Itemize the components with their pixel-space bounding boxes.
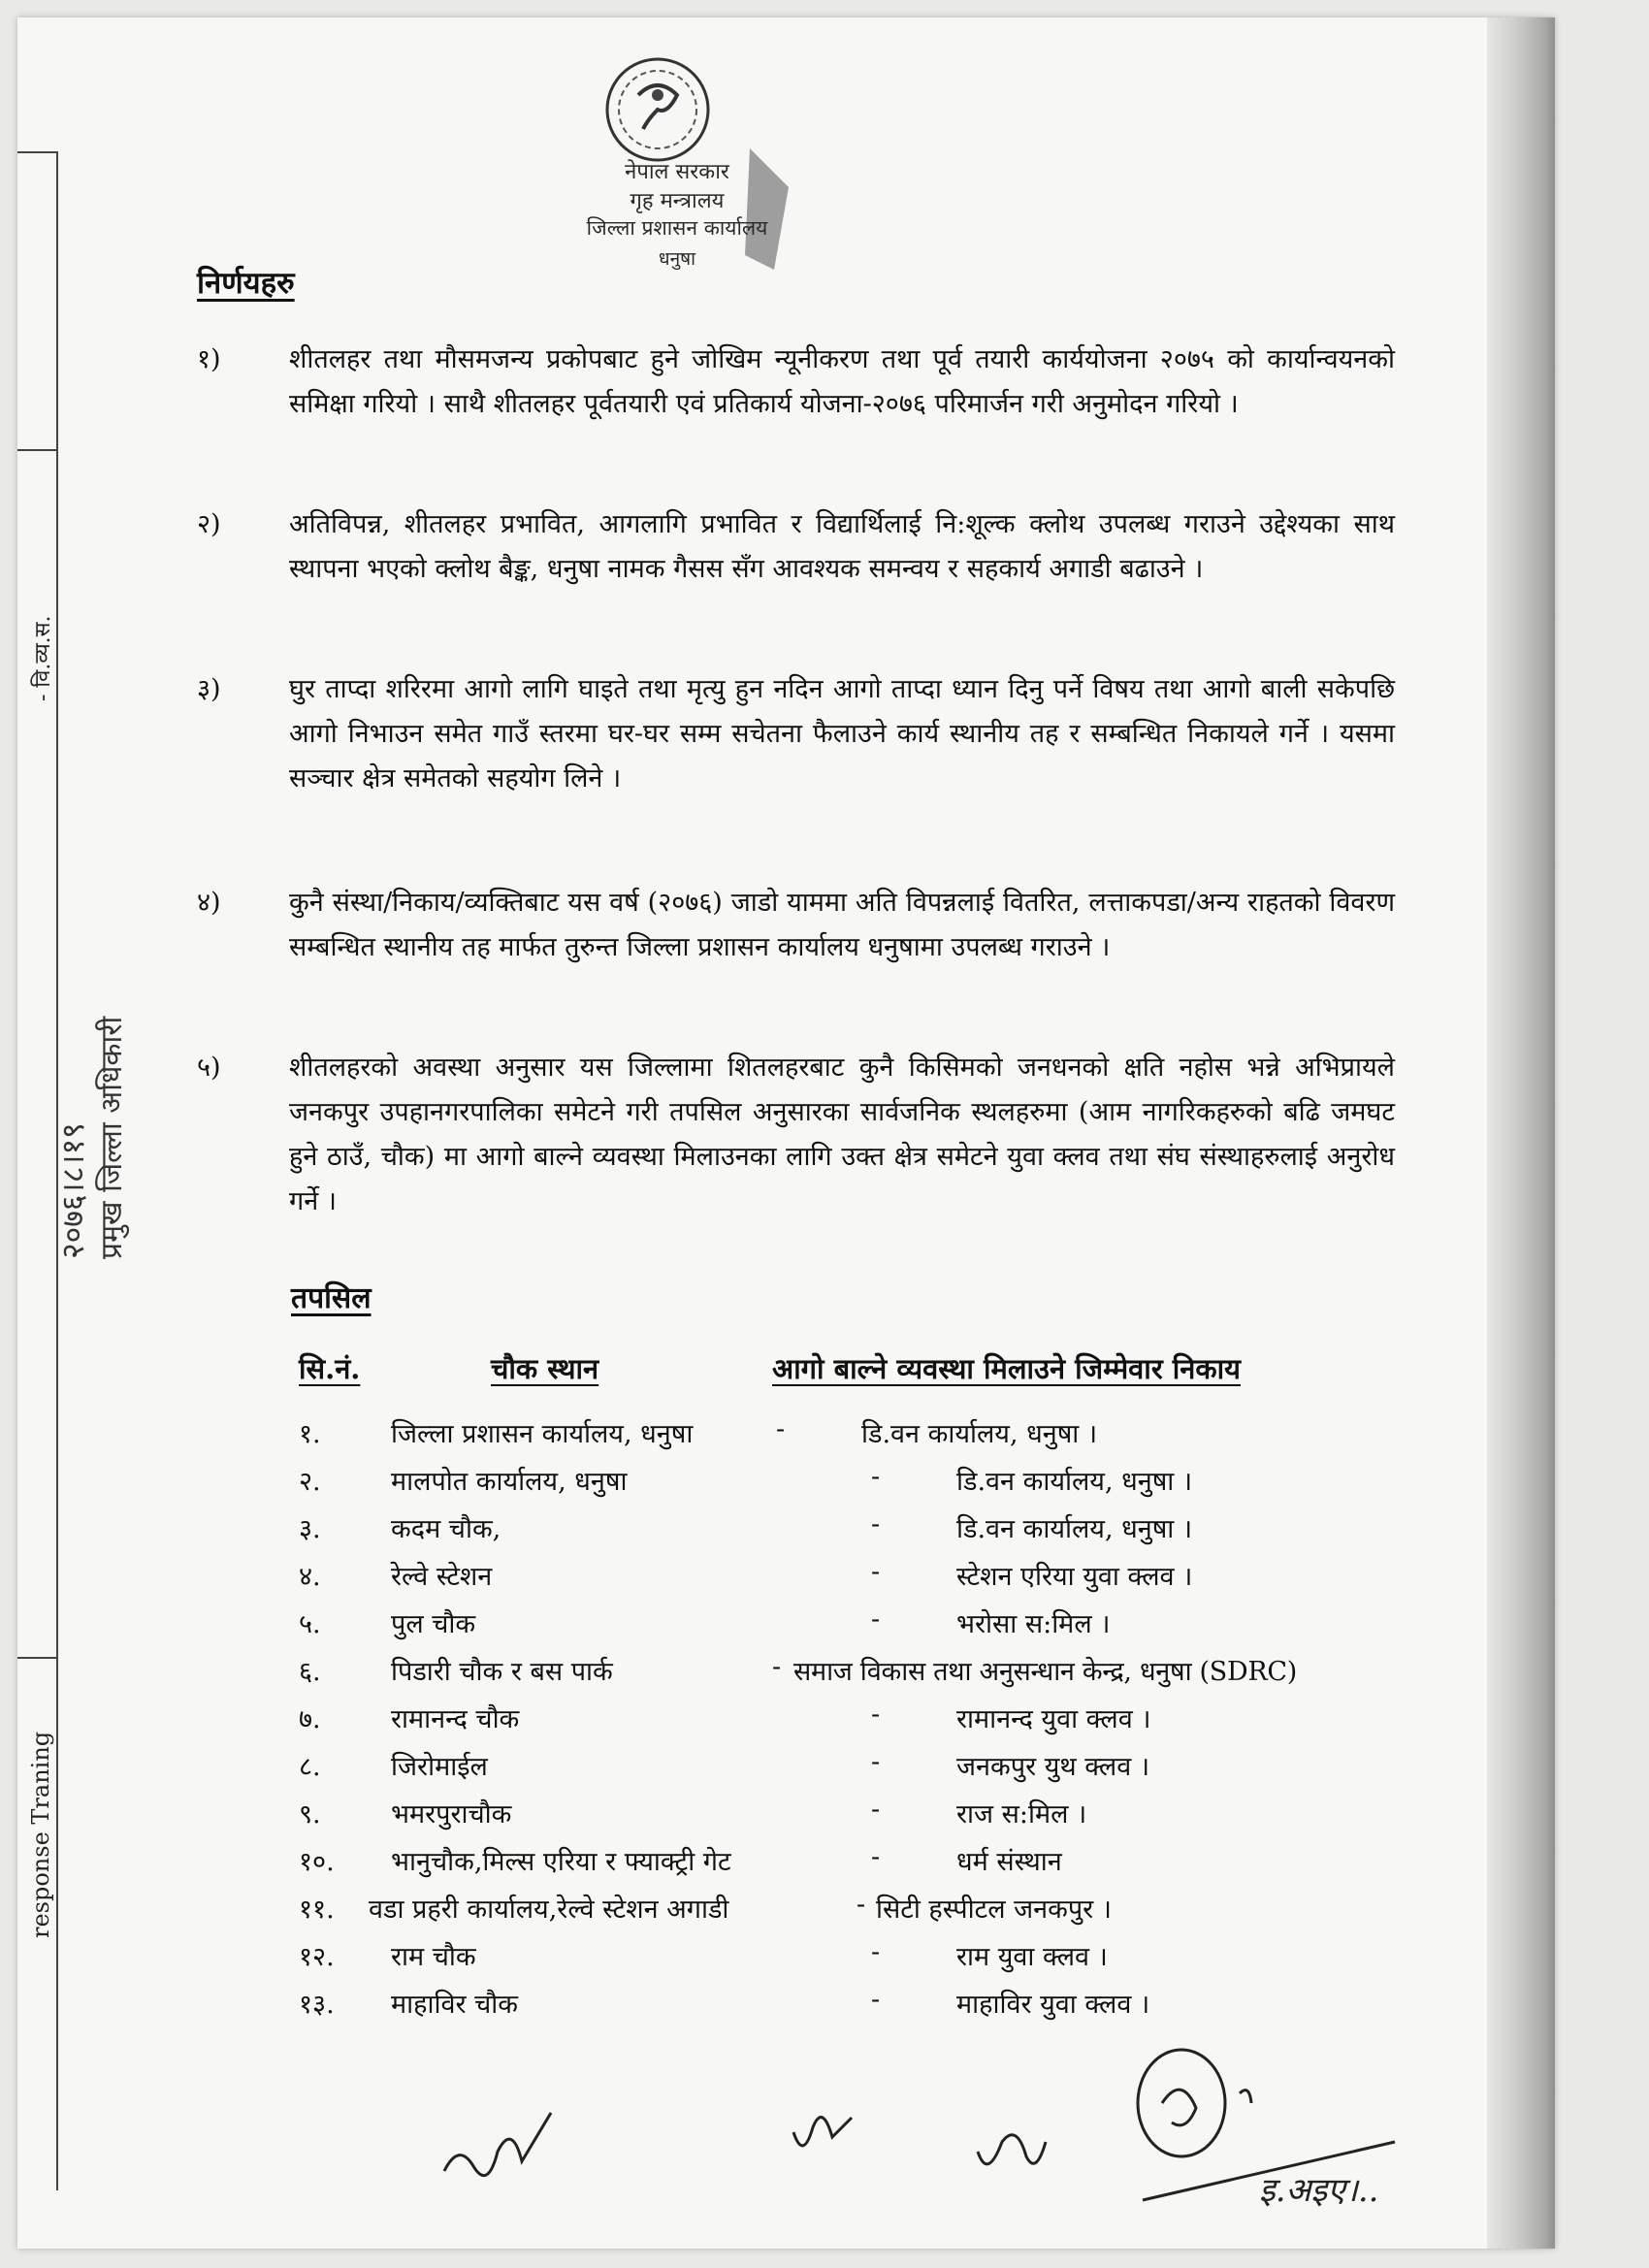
- row-number: ९.: [299, 1799, 321, 1830]
- row-dash: -: [871, 1842, 881, 1872]
- row-responsible: राज स:मिल ।: [956, 1799, 1087, 1830]
- stamp-line-2: प्रमुख जिल्ला अधिकारी: [95, 1016, 129, 1259]
- margin-label-bottom: response Traning: [27, 1731, 54, 1938]
- table-row: [17, 1604, 1555, 1652]
- row-responsible: माहाविर युवा क्लव ।: [956, 1990, 1150, 2020]
- row-responsible: डि.वन कार्यालय, धनुषा ।: [861, 1419, 1098, 1449]
- row-dash: -: [871, 1604, 881, 1635]
- row-number: १०.: [299, 1847, 335, 1877]
- row-number: ११.: [299, 1895, 335, 1925]
- table-row: [17, 1937, 1555, 1985]
- decision-text: शीतलहरको अवस्था अनुसार यस जिल्लामा शितलहरबाट कुनै किसिमको जनधनको क्षति नहोस भन्ने अभिप्रायले जनकपुर उपहानगरपालिका समेटने गरी तपसिल अनुसारका सार्वजनिक स्थलहरुमा (आम नागरिकहरुको बढि जमघट हुने ठाउँ, चौक) मा आगो बाल्ने व्यवस्था मिलाउनका लागि उक्त क्षेत्र समेटने युवा क्लव तथा संघ संस्थाहरुलाई अनुरोध गर्ने ।: [289, 1053, 1395, 1216]
- margin-tick: [17, 151, 58, 153]
- seal-line-3: जिल्ला प्रशासन कार्यालय: [586, 216, 768, 240]
- official-seal: [561, 42, 793, 284]
- table-row: [17, 1890, 1555, 1937]
- row-dash: -: [871, 1985, 881, 2015]
- document-page: [17, 17, 1555, 2249]
- decision-text: घुर ताप्दा शरिरमा आगो लागि घाइते तथा मृत्यु हुन नदिन आगो ताप्दा ध्यान दिनु पर्ने विषय तथा आगो बाली सकेपछि आगो निभाउन समेत गाउँ स्तरमा घर-घर सम्म सचेतना फैलाउने कार्य स्थानीय तह र सम्बन्धित निकायले गर्ने । यसमा सञ्चार क्षेत्र समेतको सहयोग लिने ।: [289, 674, 1395, 794]
- row-responsible: स्टेशन एरिया युवा क्लव ।: [956, 1562, 1193, 1592]
- signatures-area: [405, 2045, 1521, 2239]
- row-number: ६.: [299, 1657, 321, 1687]
- table-row: [17, 1557, 1555, 1604]
- row-dash: -: [871, 1937, 881, 1967]
- row-dash: -: [871, 1509, 881, 1539]
- row-number: २.: [299, 1467, 321, 1497]
- table-row: [17, 1747, 1555, 1795]
- decision-number: ५): [197, 1053, 221, 1083]
- stamp-line-1: २०७६।८।१९: [54, 1122, 91, 1259]
- decision-text: अतिविपन्न, शीतलहर प्रभावित, आगलागि प्रभावित र विद्यार्थिलाई नि:शूल्क क्लोथ उपलब्ध गराउने उद्देश्यका साथ स्थापना भएको क्लोथ बैङ्क, धनुषा नामक गैसस सँग आवश्यक समन्वय र सहकार्य अगाडी बढाउने ।: [289, 509, 1395, 584]
- row-place: जिल्ला प्रशासन कार्यालय, धनुषा: [391, 1419, 694, 1449]
- row-dash: -: [772, 1652, 782, 1682]
- row-dash: -: [776, 1414, 786, 1444]
- table-row: [17, 1985, 1555, 2032]
- row-place: भमरपुराचौक: [391, 1799, 512, 1830]
- row-place: रामानन्द चौक: [391, 1704, 520, 1734]
- row-place: वडा प्रहरी कार्यालय,रेल्वे स्टेशन अगाडी: [369, 1895, 729, 1925]
- decision-number: ३): [197, 674, 221, 704]
- seal-line-1: नेपाल सरकार: [625, 160, 729, 184]
- row-place: भानुचौक,मिल्स एरिया र फ्याक्ट्री गेट: [391, 1847, 731, 1877]
- table-row: [17, 1652, 1555, 1700]
- signature-text: इ.अइए।..: [1259, 2171, 1379, 2210]
- row-number: १३.: [299, 1990, 335, 2020]
- row-responsible: डि.वन कार्यालय, धनुषा ।: [956, 1514, 1193, 1544]
- row-number: ८.: [299, 1752, 321, 1782]
- row-place: मालपोत कार्यालय, धनुषा: [391, 1467, 628, 1497]
- decision-text: शीतलहर तथा मौसमजन्य प्रकोपबाट हुने जोखिम न्यूनीकरण तथा पूर्व तयारी कार्ययोजना २०७५ को कार्यान्वयनको समिक्षा गरियो । साथै शीतलहर पूर्वतयारी एवं प्रतिकार्य योजना-२०७६ परिमार्जन गरी अनुमोदन गरियो ।: [289, 344, 1395, 419]
- row-dash: -: [857, 1890, 866, 1920]
- row-responsible: भरोसा स:मिल ।: [956, 1609, 1111, 1639]
- decision-number: ४): [197, 888, 221, 918]
- column-header-number: सि.नं.: [299, 1352, 361, 1385]
- table-row: [17, 1700, 1555, 1747]
- decision-number: १): [197, 344, 221, 374]
- row-number: ५.: [299, 1609, 321, 1639]
- row-responsible: समाज विकास तथा अनुसन्धान केन्द्र, धनुषा (SDRC): [793, 1657, 1297, 1687]
- row-responsible: धर्म संस्थान: [956, 1847, 1062, 1877]
- decisions-heading: निर्णयहरु: [197, 266, 295, 301]
- decision-text: कुनै संस्था/निकाय/व्यक्तिबाट यस वर्ष (२०७६) जाडो याममा अति विपन्नलाई वितरित, लत्ताकपडा/अन्य राहतको विवरण सम्बन्धित स्थानीय तह मार्फत तुरुन्त जिल्ला प्रशासन कार्यालय धनुषामा उपलब्ध गराउने ।: [289, 888, 1395, 962]
- table-row: [17, 1462, 1555, 1509]
- table-row: [17, 1414, 1555, 1462]
- seal-line-4: धनुषा: [658, 248, 696, 270]
- column-header-place: चौक स्थान: [491, 1352, 599, 1385]
- row-place: रेल्वे स्टेशन: [391, 1562, 493, 1592]
- row-place: पुल चौक: [391, 1609, 476, 1639]
- row-responsible: जनकपुर युथ क्लव ।: [956, 1752, 1150, 1782]
- row-place: जिरोमाईल: [391, 1752, 488, 1782]
- row-responsible: डि.वन कार्यालय, धनुषा ।: [956, 1467, 1193, 1497]
- row-responsible: राम युवा क्लव ।: [956, 1942, 1108, 1972]
- row-number: ४.: [299, 1562, 321, 1592]
- row-dash: -: [871, 1700, 881, 1730]
- row-dash: -: [871, 1462, 881, 1492]
- table-row: [17, 1509, 1555, 1557]
- row-place: पिडारी चौक र बस पार्क: [391, 1657, 613, 1687]
- margin-label-top: - वि.व्य.स.: [31, 615, 55, 701]
- column-header-responsible: आगो बाल्ने व्यवस्था मिलाउने जिम्मेवार निकाय: [772, 1352, 1241, 1385]
- seal-line-2: गृह मन्त्रालय: [630, 189, 725, 213]
- row-place: राम चौक: [391, 1942, 476, 1972]
- row-dash: -: [871, 1557, 881, 1587]
- row-number: ३.: [299, 1514, 321, 1544]
- decision-number: २): [197, 509, 221, 539]
- row-responsible: रामानन्द युवा क्लव ।: [956, 1704, 1151, 1734]
- row-responsible: सिटी हस्पीटल जनकपुर ।: [876, 1895, 1113, 1925]
- row-number: १.: [299, 1419, 321, 1449]
- table-row: [17, 1795, 1555, 1842]
- row-place: कदम चौक,: [391, 1514, 501, 1544]
- schedule-title: तपसिल: [291, 1281, 372, 1315]
- row-dash: -: [871, 1795, 881, 1825]
- table-row: [17, 1842, 1555, 1890]
- margin-tick: [17, 449, 58, 451]
- row-number: १२.: [299, 1942, 335, 1972]
- row-place: माहाविर चौक: [391, 1990, 518, 2020]
- row-number: ७.: [299, 1704, 321, 1734]
- margin-stamp: [51, 939, 139, 1259]
- row-dash: -: [871, 1747, 881, 1777]
